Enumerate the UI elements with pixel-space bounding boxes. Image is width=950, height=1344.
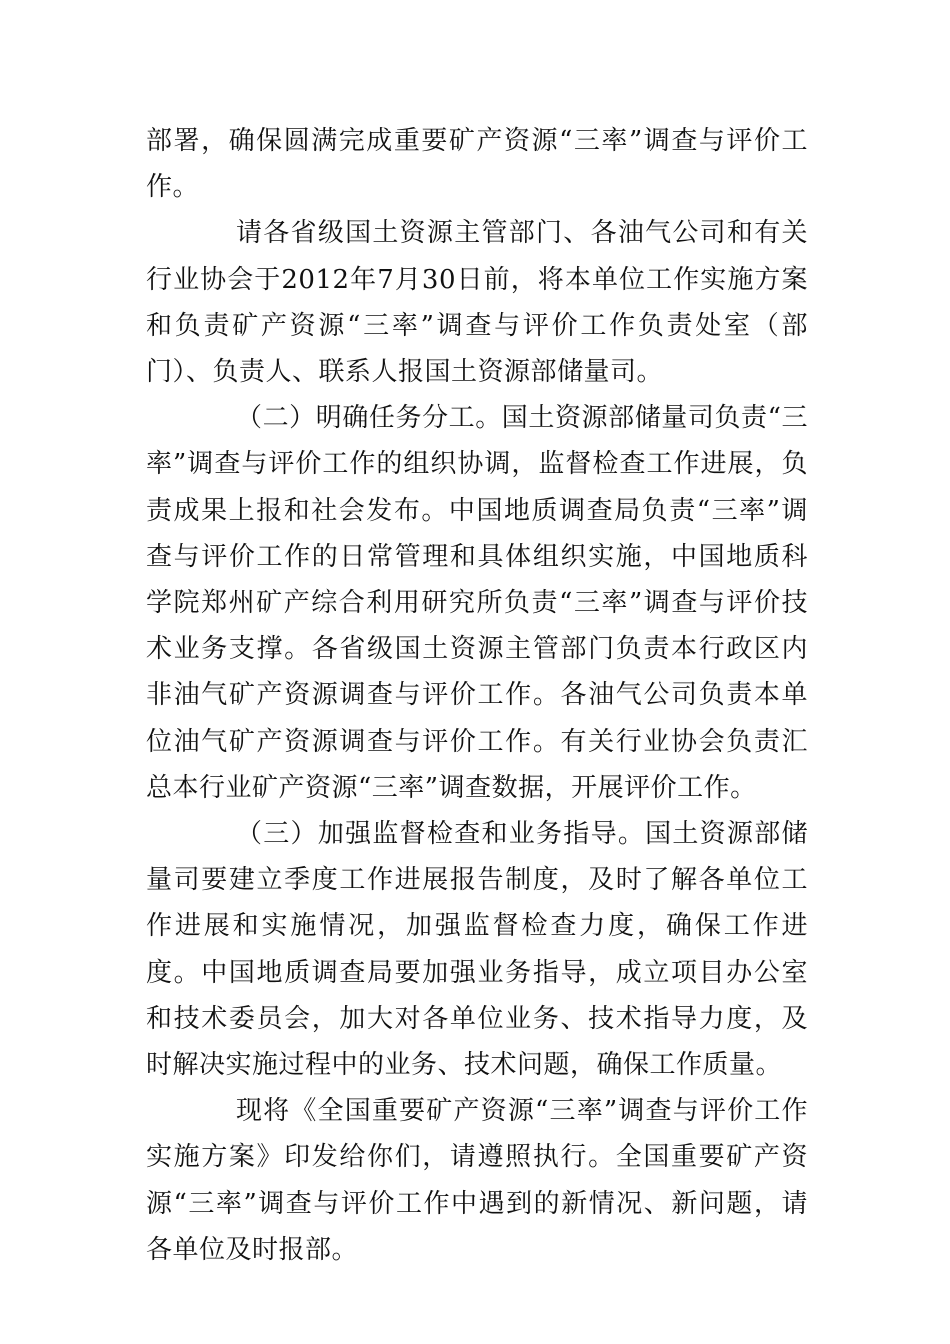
paragraph-task-division: （二）明确任务分工。国土资源部储量司负责“三率”调查与评价工作的组织协调，监督检查工作进展，负责成果上报和社会发布。中国地质调查局负责“三率”调查与评价工作的日常管理和具体组织实施，中国地质科学院郑州矿产综合利用研究所负责“三率”调查与评价技术业务支撑。各省级国土资源主管部门负责本行政区内非油气矿产资源调查与评价工作。各油气公司负责本单位油气矿产资源调查与评价工作。有关行业协会负责汇总本行业矿产资源“三率”调查数据，开展评价工作。: [146, 403, 808, 803]
paragraph-continuation: 部署，确保圆满完成重要矿产资源“三率”调查与评价工作。: [146, 126, 808, 203]
paragraph-closing-notice: 现将《全国重要矿产资源“三率”调查与评价工作实施方案》印发给你们，请遵照执行。全国重要矿产资源“三率”调查与评价工作中遇到的新情况、新问题，请各单位及时报部。: [146, 1096, 808, 1265]
paragraph-supervision: （三）加强监督检查和业务指导。国土资源部储量司要建立季度工作进展报告制度，及时了解各单位工作进展和实施情况，加强监督检查力度，确保工作进度。中国地质调查局要加强业务指导，成立项目办公室和技术委员会，加大对各单位业务、技术指导力度，及时解决实施过程中的业务、技术问题，确保工作质量。: [146, 819, 808, 1081]
paragraph-submission-request: 请各省级国土资源主管部门、各油气公司和有关行业协会于2012年7月30日前，将本单位工作实施方案和负责矿产资源“三率”调查与评价工作负责处室（部门）、负责人、联系人报国土资源部储量司。: [146, 218, 808, 388]
document-body: [146, 118, 808, 1273]
